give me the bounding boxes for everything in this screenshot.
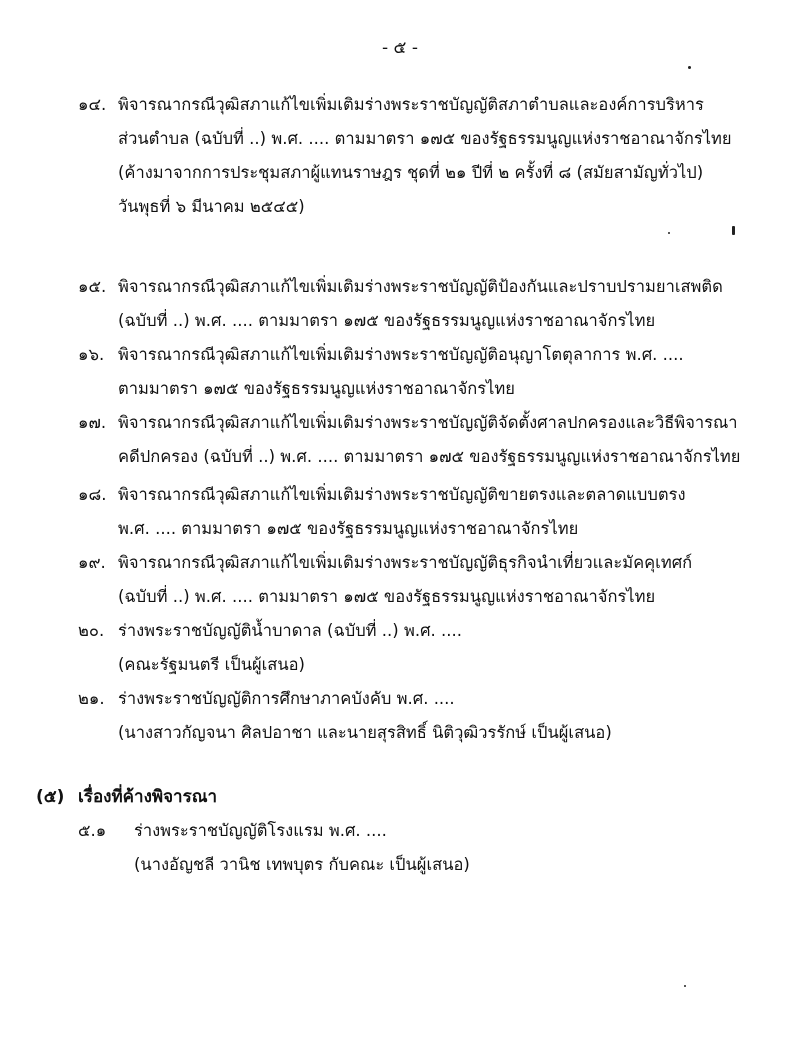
item-number: ๒๑.: [78, 689, 105, 708]
agenda-item-15: [78, 270, 723, 338]
item-text-line: พ.ศ. .... ตามมาตรา ๑๗๕ ของรัฐธรรมนูญแห่งราชอาณาจักรไทย: [118, 519, 579, 538]
item-text-line: ส่วนตำบล (ฉบับที่ ..) พ.ศ. .... ตามมาตรา ๑๗๕ ของรัฐธรรมนูญแห่งราชอาณาจักรไทย: [118, 129, 732, 148]
item-number: ๑๔.: [78, 95, 107, 114]
agenda-item-14: [78, 88, 732, 224]
item-text-line: ร่างพระราชบัญญัติน้ำบาดาล (ฉบับที่ ..) พ.ศ. ....: [118, 621, 463, 640]
item-number: ๕.๑: [78, 821, 107, 840]
item-number: ๑๘.: [78, 485, 107, 504]
page-number: - ๕ -: [382, 38, 418, 58]
scan-speck: [668, 232, 670, 234]
item-number: ๑๗.: [78, 413, 107, 432]
item-text-line: พิจารณากรณีวุฒิสภาแก้ไขเพิ่มเติมร่างพระราชบัญญัติอนุญาโตตุลาการ พ.ศ. ....: [118, 345, 684, 364]
section-heading: [36, 780, 217, 814]
item-text-line: คดีปกครอง (ฉบับที่ ..) พ.ศ. .... ตามมาตรา ๑๗๕ ของรัฐธรรมนูญแห่งราชอาณาจักรไทย: [118, 447, 741, 466]
item-number: ๑๕.: [78, 277, 107, 296]
item-text-line: (ฉบับที่ ..) พ.ศ. .... ตามมาตรา ๑๗๕ ของรัฐธรรมนูญแห่งราชอาณาจักรไทย: [118, 587, 656, 606]
item-number: ๒๐.: [78, 621, 105, 640]
item-text-line: วันพุธที่ ๖ มีนาคม ๒๕๔๕): [118, 197, 305, 216]
item-text-line: ร่างพระราชบัญญัติการศึกษาภาคบังคับ พ.ศ. ....: [118, 689, 455, 708]
scan-speck: [732, 226, 735, 235]
agenda-item-18: [78, 478, 686, 546]
item-number: ๑๖.: [78, 345, 105, 364]
agenda-item-21: [78, 682, 612, 750]
scan-speck: [688, 66, 691, 69]
agenda-item-19: [78, 546, 692, 614]
item-text-line: (นางสาวกัญจนา ศิลปอาชา และนายสุรสิทธิ์ นิติวุฒิวรรักษ์ เป็นผู้เสนอ): [118, 723, 612, 742]
section-number: (๕): [36, 787, 65, 807]
item-text-line: พิจารณากรณีวุฒิสภาแก้ไขเพิ่มเติมร่างพระราชบัญญัติป้องกันและปราบปรามยาเสพติด: [118, 277, 723, 296]
agenda-item-20: [78, 614, 462, 682]
item-text-line: ตามมาตรา ๑๗๕ ของรัฐธรรมนูญแห่งราชอาณาจักรไทย: [118, 379, 515, 398]
item-text-line: (ฉบับที่ ..) พ.ศ. .... ตามมาตรา ๑๗๕ ของรัฐธรรมนูญแห่งราชอาณาจักรไทย: [118, 311, 656, 330]
item-text-line: (คณะรัฐมนตรี เป็นผู้เสนอ): [118, 655, 305, 674]
agenda-item-17: [78, 406, 740, 474]
agenda-item-16: [78, 338, 684, 406]
item-text-line: ร่างพระราชบัญญัติโรงแรม พ.ศ. ....: [134, 821, 387, 840]
item-text-line: พิจารณากรณีวุฒิสภาแก้ไขเพิ่มเติมร่างพระราชบัญญัติขายตรงและตลาดแบบตรง: [118, 485, 686, 504]
item-text-line: พิจารณากรณีวุฒิสภาแก้ไขเพิ่มเติมร่างพระราชบัญญัติสภาตำบลและองค์การบริหาร: [118, 95, 704, 114]
section-item-5-1: [78, 814, 470, 882]
item-text-line: พิจารณากรณีวุฒิสภาแก้ไขเพิ่มเติมร่างพระราชบัญญัติจัดตั้งศาลปกครองและวิธีพิจารณา: [118, 413, 738, 432]
item-text-line: (ค้างมาจากการประชุมสภาผู้แทนราษฎร ชุดที่ ๒๑ ปีที่ ๒ ครั้งที่ ๘ (สมัยสามัญทั่วไป): [118, 163, 704, 182]
item-number: ๑๙.: [78, 553, 106, 572]
scan-speck: [684, 985, 686, 987]
item-text-line: (นางอัญชลี วานิช เทพบุตร กับคณะ เป็นผู้เสนอ): [134, 855, 470, 874]
item-text-line: พิจารณากรณีวุฒิสภาแก้ไขเพิ่มเติมร่างพระราชบัญญัติธุรกิจนำเที่ยวและมัคคุเทศก์: [118, 553, 693, 572]
section-title: เรื่องที่ค้างพิจารณา: [78, 787, 218, 807]
